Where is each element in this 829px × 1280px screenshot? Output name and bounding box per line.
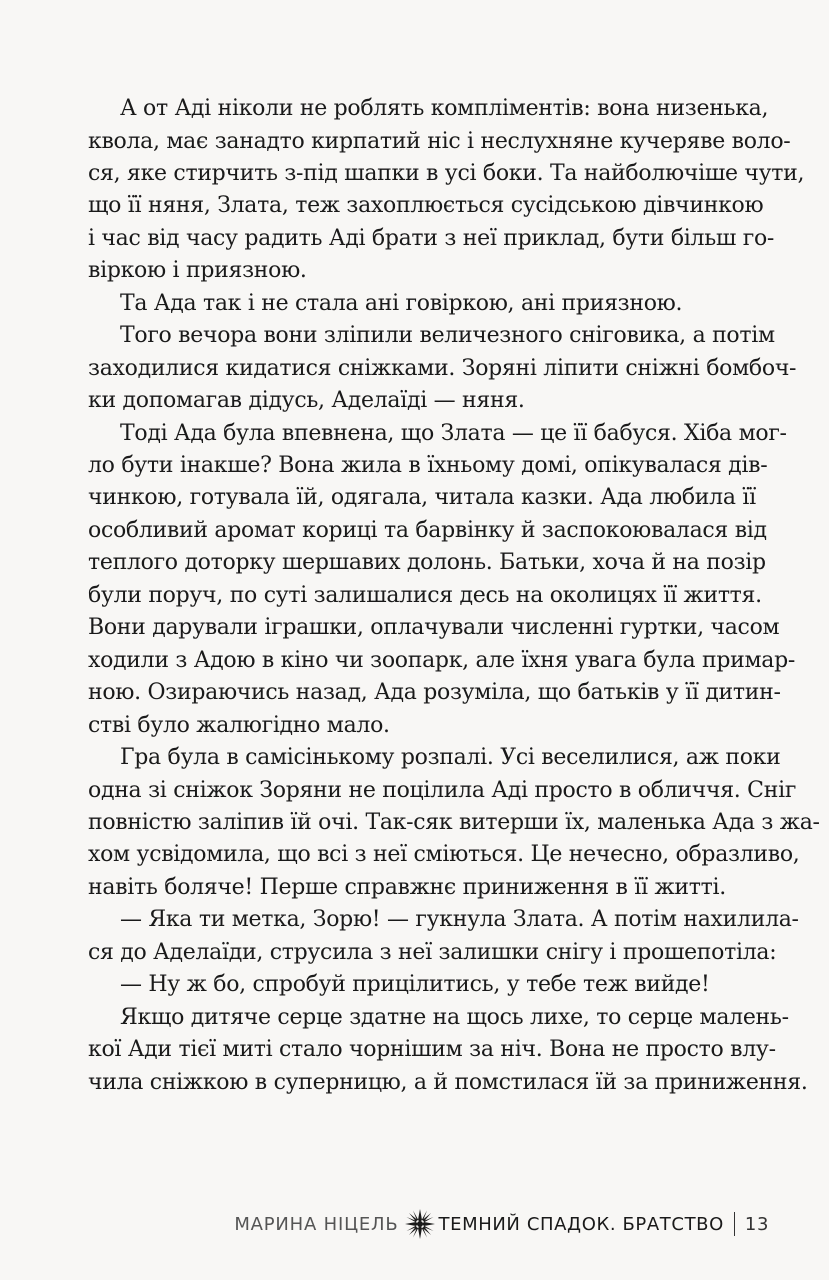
footer-separator [734,1212,735,1236]
text-line: були поруч, по суті залишалися десь на околицях її життя. [88,582,762,608]
text-line: — Ну ж бо, спробуй прицілитись, у тебе теж вийде! [120,972,710,998]
star-burst-icon [405,1209,435,1239]
text-line: особливий аромат кориці та барвінку й заспокоювалася від [88,517,767,543]
text-line: Вони дарували іграшки, оплачували численні гуртки, часом [88,615,780,641]
text-line: що її няня, Злата, теж захоплюється сусідською дівчинкою [88,193,764,219]
text-line: ло бути інакше? Вона жила в їхньому домі, опікувалася дів- [88,453,768,478]
text-line: А от Аді ніколи не роблять компліментів: вона низенька, [120,96,769,121]
text-line: і час від часу радить Аді брати з неї приклад, бути більш го- [88,225,775,251]
text-line: заходилися кидатися сніжками. Зоряні ліпити сніжні бомбоч- [88,355,797,381]
text-line: ною. Озираючись назад, Ада розуміла, що батьків у її дитин- [88,680,781,706]
text-line: Гра була в самісінькому розпалі. Усі веселилися, аж поки [120,745,781,770]
text-line: ходили з Адою в кіно чи зоопарк, але їхня увага була примар- [88,647,796,673]
text-line: Тоді Ада була впевнена, що Злата — це її бабуся. Хіба мог- [120,420,787,446]
text-line: хом усвідомила, що всі з неї сміються. Це нечесно, образливо, [88,842,800,868]
text-line: чинкою, готувала їй, одягала, читала казки. Ада любила її [88,485,756,511]
footer-author: МАРИНА НІЦЕЛЬ [234,1213,399,1235]
text-line: — Яка ти метка, Зорю! — гукнула Злата. А потім нахилила- [120,907,799,933]
text-line: кої Ади тієї миті стало чорнішим за ніч. Вона не просто влу- [88,1037,776,1063]
footer-book-title: ТЕМНИЙ СПАДОК. БРАТСТВО [438,1213,724,1235]
text-line: одна зі сніжок Зоряни не поцілила Аді просто в обличчя. Сніг [88,777,797,803]
text-line: теплого доторку шершавих долонь. Батьки, хоча й на позір [88,550,766,576]
text-line: віркою і приязною. [88,258,307,284]
text-line: квола, має занадто кирпатий ніс і неслухняне кучеряве воло- [88,128,791,154]
text-line: повністю заліпив їй очі. Так-сяк витерши їх, маленька Ада з жа- [88,809,820,835]
text-line: Та Ада так і не стала ані говіркою, ані приязною. [120,290,683,316]
running-footer [234,1206,769,1242]
text-line: ся до Аделаїди, струсила з неї залишки снігу і прошепотіла: [88,939,777,965]
text-line: ся, яке стирчить з-під шапки в усі боки. Та найболючіше чути, [88,160,805,186]
text-line: ки допомагав дідусь, Аделаїді — няня. [88,388,525,414]
text-line: чила сніжкою в суперницю, а й помстилася їй за приниження. [88,1069,808,1095]
text-line: навіть боляче! Перше справжнє приниження в її житті. [88,874,726,900]
text-line: Того вечора вони зліпили величезного сніговика, а потім [120,323,775,349]
text-line: Якщо дитяче серце здатне на щось лихе, то серце малень- [120,1004,789,1030]
text-line: стві було жалюгідно мало. [88,712,390,738]
page-number: 13 [744,1213,769,1235]
